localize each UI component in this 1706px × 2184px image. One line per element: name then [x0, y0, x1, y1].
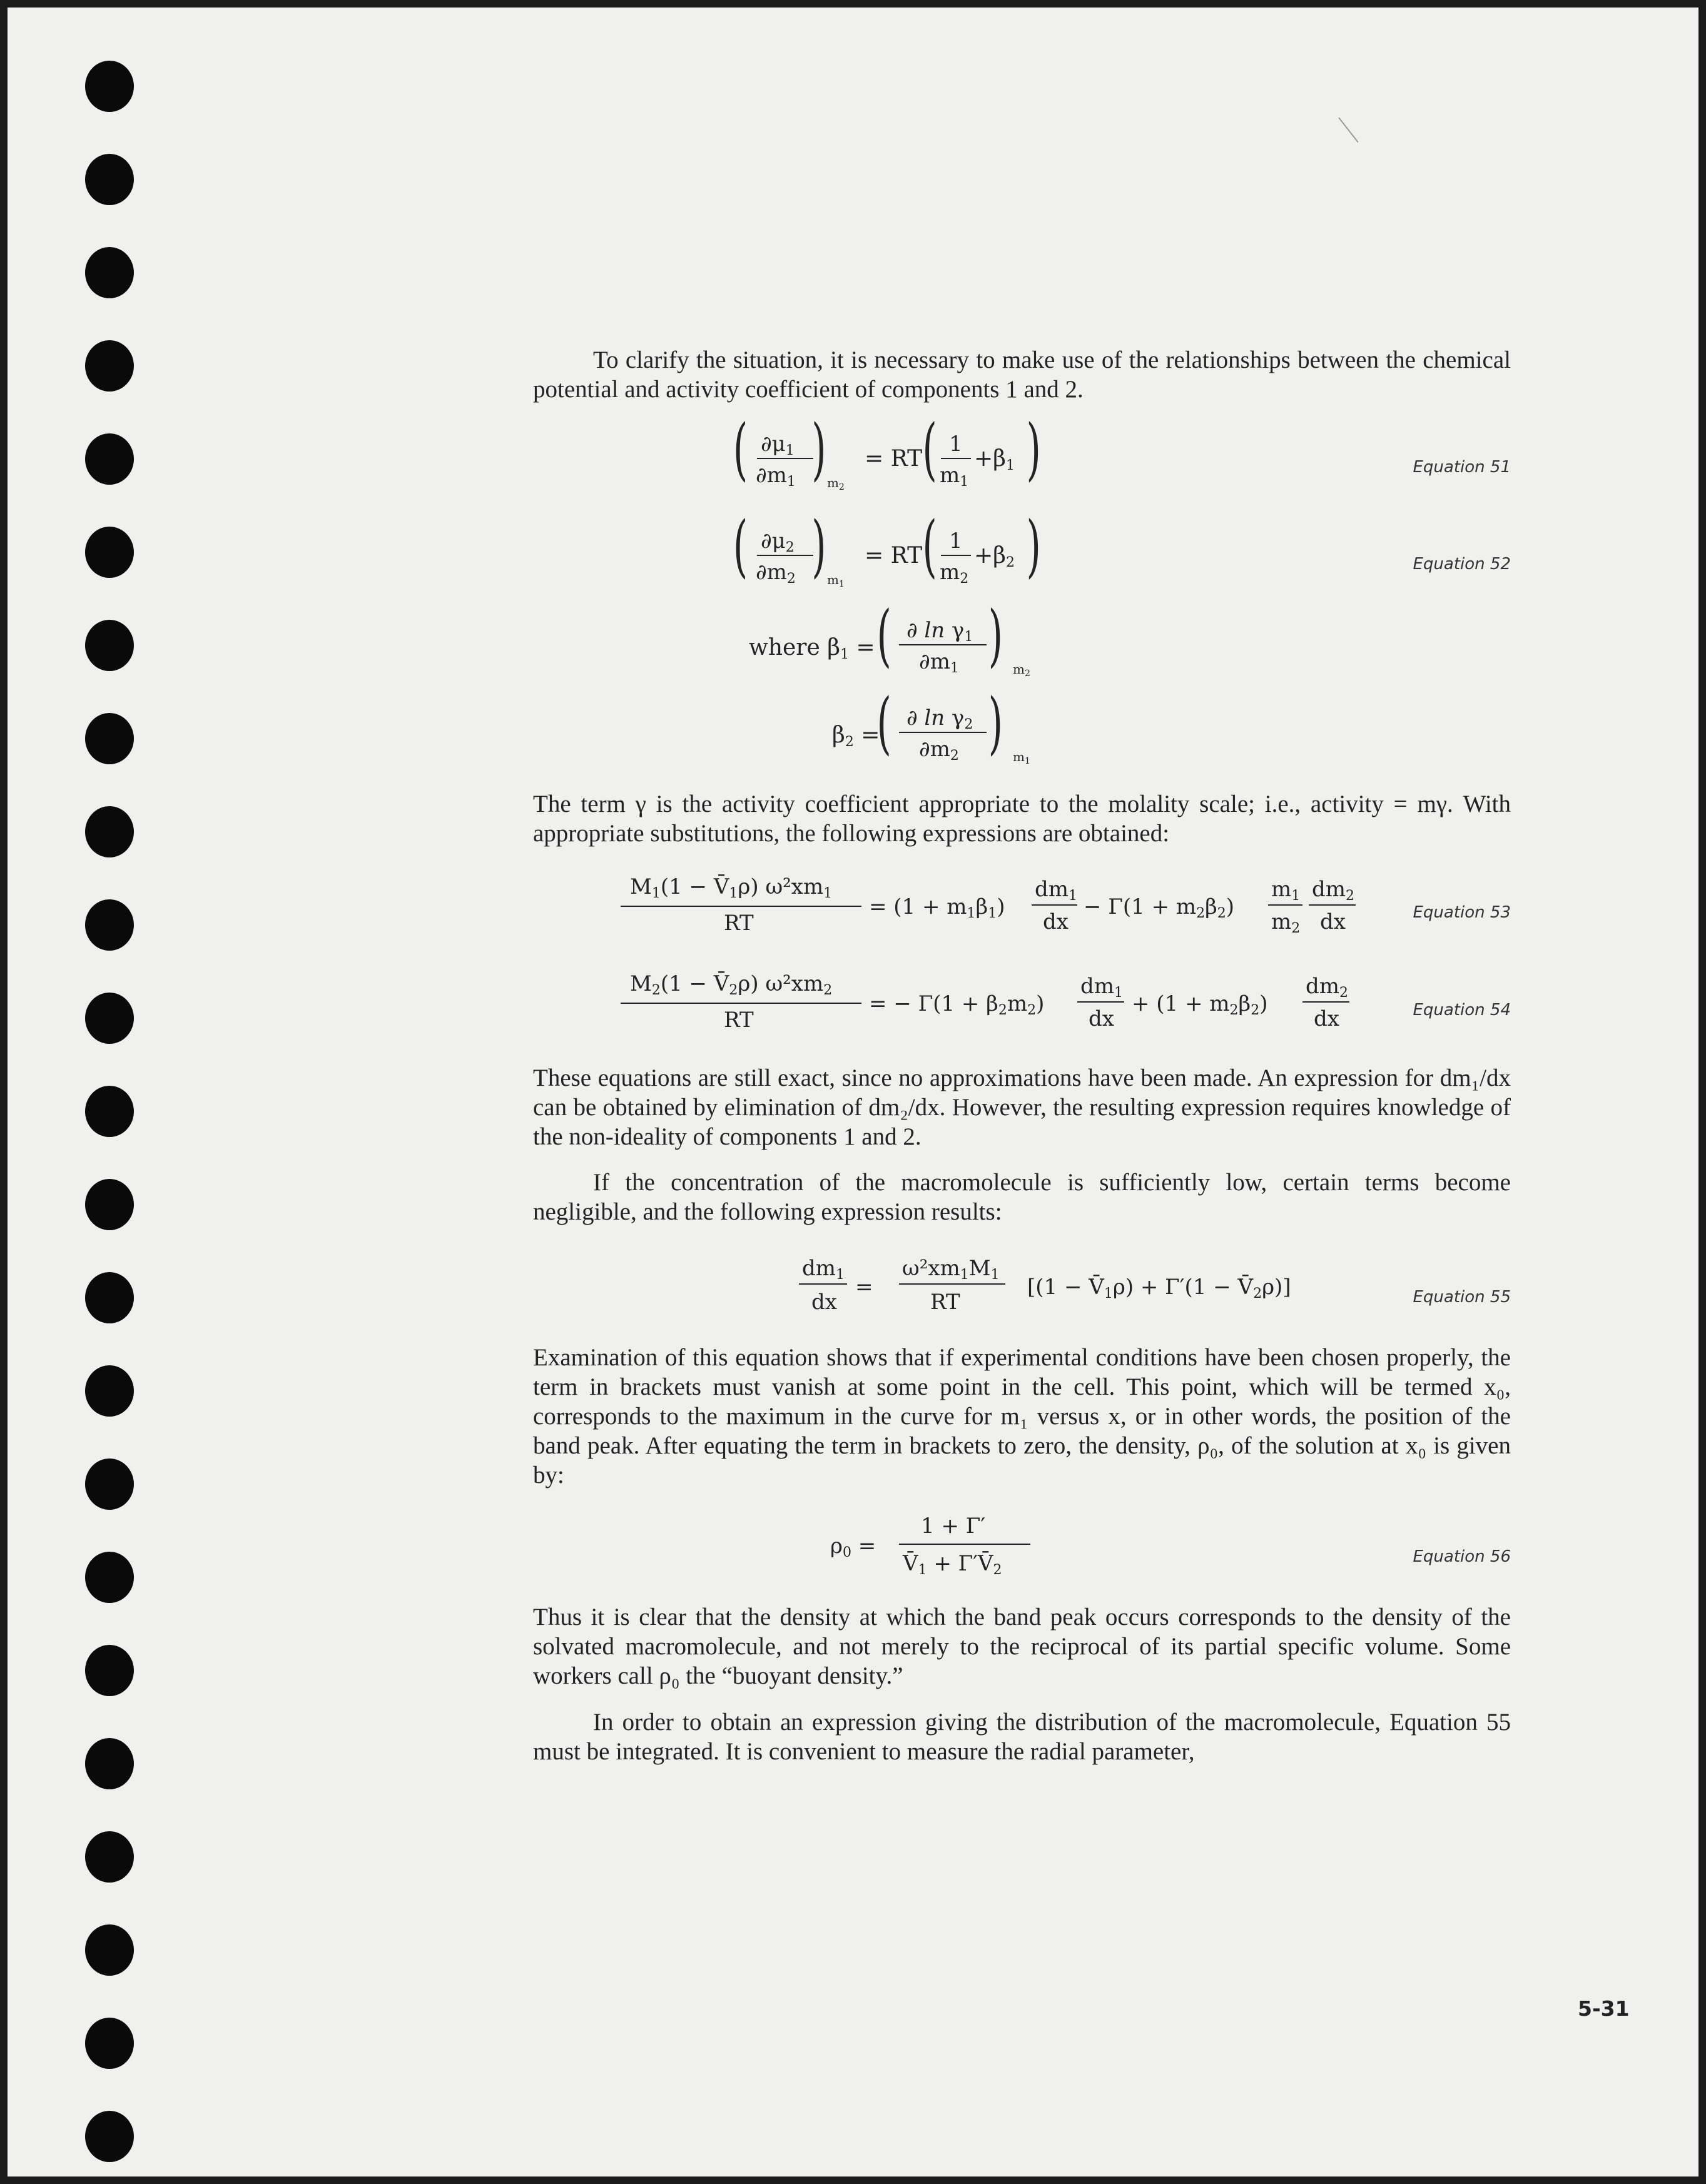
binder-hole: [85, 713, 134, 764]
equation-label: Equation 54: [1413, 1001, 1511, 1019]
svg-text:M1(1 − V̄1ρ) ω²xm1: M1(1 − V̄1ρ) ω²xm1: [630, 874, 833, 901]
svg-text:dx: dx: [1043, 909, 1069, 934]
paragraph-intro: To clarify the situation, it is necessary to make use of the relationships between the chemical potential and activity coefficient of components 1 and 2.: [533, 346, 1511, 403]
binder-hole: [85, 527, 134, 578]
svg-text:dx: dx: [1320, 909, 1346, 934]
page-number: 5-31: [1578, 1996, 1630, 2021]
equation-label: Equation 55: [1413, 1288, 1511, 1307]
svg-text:− Γ(1 + m2β2): − Γ(1 + m2β2): [1084, 894, 1235, 921]
svg-text:= RT: = RT: [865, 543, 923, 569]
document-page: [8, 8, 1698, 2176]
svg-text:dm2: dm2: [1306, 974, 1349, 1001]
equation-55: [796, 1249, 1359, 1318]
svg-text:m1: m1: [940, 463, 969, 490]
svg-text:∂m1: ∂m1: [756, 463, 796, 490]
equation-label: Equation 53: [1413, 903, 1511, 922]
svg-text:β2 =: β2 =: [832, 722, 880, 750]
svg-text:V̄1 + Γ′V̄2: V̄1 + Γ′V̄2: [903, 1551, 1002, 1578]
svg-text:∂μ2: ∂μ2: [761, 528, 795, 555]
svg-text:RT: RT: [724, 911, 754, 936]
binder-hole: [85, 340, 134, 392]
svg-text:(: (: [922, 514, 937, 586]
svg-text:RT: RT: [724, 1008, 754, 1033]
svg-text:= RT: = RT: [865, 446, 923, 472]
svg-text:(: (: [876, 692, 891, 763]
equation-beta1: [749, 605, 1074, 686]
svg-text:∂ ln γ2: ∂ ln γ2: [906, 705, 973, 732]
binder-hole: [85, 806, 134, 857]
binder-hole: [85, 1738, 134, 1789]
binder-hole: [85, 1086, 134, 1137]
svg-text:ρ0 =: ρ0 =: [830, 1534, 876, 1560]
equation-51: [733, 417, 1084, 498]
equation-label: Equation 52: [1413, 555, 1511, 574]
svg-text:): ): [811, 417, 826, 489]
svg-text:m1: m1: [1271, 877, 1301, 904]
svg-text:): ): [1026, 514, 1041, 586]
paragraph-examination: Examination of this equation shows that if experimental conditions have been chosen properly, the term in brackets must vanish at some point in the cell. This point, which will be termed x₀, corresponds to the maximum in the curve for m₁ versus x, or in other words, the position of the band peak. After equating the term in brackets to zero, the density, ρ₀, of the solution at x₀ is given by:: [533, 1344, 1511, 1489]
svg-text:= (1 + m1β1): = (1 + m1β1): [869, 894, 1005, 921]
svg-text:m2: m2: [1271, 909, 1301, 936]
svg-text:∂m2: ∂m2: [756, 560, 796, 587]
binder-hole: [85, 1365, 134, 1417]
svg-text:+β2: +β2: [974, 543, 1015, 570]
svg-text:dx: dx: [811, 1290, 837, 1315]
svg-text:=: =: [855, 1275, 873, 1300]
svg-text:1 + Γ′: 1 + Γ′: [921, 1514, 986, 1539]
binder-hole: [85, 899, 134, 951]
svg-text:dx: dx: [1089, 1006, 1114, 1031]
paper-mark: [1338, 117, 1358, 143]
binder-hole: [85, 154, 134, 205]
binder-hole: [85, 1924, 134, 1976]
svg-text:(: (: [733, 514, 748, 586]
svg-text:dm1: dm1: [1080, 974, 1124, 1001]
binder-hole: [85, 620, 134, 671]
svg-text:∂m2: ∂m2: [919, 737, 959, 764]
binder-hole: [85, 1459, 134, 1510]
svg-text:m1: $m_1$: [827, 572, 845, 589]
paragraph-low-concentration: If the concentration of the macromolecule is sufficiently low, certain terms become negligible, and the following expression results:: [533, 1169, 1511, 1225]
equation-53: [617, 867, 1381, 943]
svg-text:m1: $m_1$: [1013, 749, 1030, 766]
svg-text:dm2: dm2: [1312, 877, 1355, 904]
svg-text:= − Γ(1 + β2m2): = − Γ(1 + β2m2): [869, 991, 1045, 1018]
binder-hole: [85, 433, 134, 485]
svg-text:1: 1: [949, 528, 963, 554]
svg-text:ω²xm1M1: ω²xm1M1: [902, 1256, 1000, 1283]
equation-label: Equation 51: [1413, 458, 1511, 477]
paragraph-exact: These equations are still exact, since no approximations have been made. An expression for dm₁/dx can be obtained by elimination of dm₂/dx. However, the resulting expression requires knowledge of the non-ideality of components 1 and 2.: [533, 1064, 1511, 1150]
svg-text:m2: $m_2$: [1013, 662, 1030, 679]
svg-text:dx: dx: [1314, 1006, 1339, 1031]
svg-text:+β1: +β1: [974, 446, 1015, 473]
svg-text:): ): [1026, 417, 1041, 489]
equation-beta2: [749, 692, 1074, 774]
svg-text:(: (: [733, 417, 748, 489]
paragraph-integration: In order to obtain an expression giving the distribution of the macromolecule, Equation 55 must be integrated. It is convenient to measure the radial parameter,: [533, 1709, 1511, 1765]
equation-52: [733, 514, 1084, 595]
paragraph-buoyant-density: Thus it is clear that the density at which the band peak occurs corresponds to the density of the solvated macromolecule, and not merely to the reciprocal of its partial specific volume. Some workers call ρ₀ the “buoyant density.”: [533, 1604, 1511, 1689]
equation-56: [824, 1505, 1087, 1584]
svg-text:): ): [811, 514, 826, 586]
equation-54: [617, 964, 1381, 1039]
svg-text:∂m1: ∂m1: [919, 649, 959, 676]
svg-text:RT: RT: [930, 1290, 960, 1315]
svg-text:M2(1 − V̄2ρ) ω²xm2: M2(1 − V̄2ρ) ω²xm2: [630, 971, 833, 998]
svg-text:+ (1 + m2β2): + (1 + m2β2): [1132, 991, 1268, 1018]
binder-hole: [85, 1645, 134, 1696]
binder-hole: [85, 1272, 134, 1323]
svg-text:m2: m2: [940, 560, 969, 587]
svg-text:(: (: [876, 605, 891, 675]
binder-hole: [85, 61, 134, 112]
svg-text:): ): [988, 692, 1003, 763]
binder-hole: [85, 1179, 134, 1230]
binder-hole: [85, 247, 134, 298]
equation-label: Equation 56: [1413, 1547, 1511, 1566]
svg-text:): ): [988, 605, 1003, 675]
svg-text:where β1 =: where β1 =: [749, 635, 875, 662]
svg-text:∂μ1: ∂μ1: [761, 432, 795, 458]
binder-hole: [85, 1552, 134, 1603]
svg-text:∂ ln γ1: ∂ ln γ1: [906, 618, 973, 645]
binder-hole: [85, 2018, 134, 2069]
binder-hole: [85, 993, 134, 1044]
binder-hole: [85, 2111, 134, 2162]
svg-text:(: (: [922, 417, 937, 489]
paragraph-substitutions: The term γ is the activity coefficient appropriate to the molality scale; i.e., activity = mγ. With appropriate substitutions, the following expressions are obtained:: [533, 791, 1511, 847]
svg-text:m2: $m_2$: [827, 475, 845, 492]
binder-hole: [85, 1831, 134, 1883]
svg-text:dm1: dm1: [802, 1256, 845, 1283]
svg-text:1: 1: [949, 432, 963, 457]
svg-text:dm1: dm1: [1035, 877, 1078, 904]
svg-text:[(1 − V̄1ρ) + Γ′(1 − V̄2ρ)]: [(1 − V̄1ρ) + Γ′(1 − V̄2ρ)]: [1027, 1275, 1291, 1302]
